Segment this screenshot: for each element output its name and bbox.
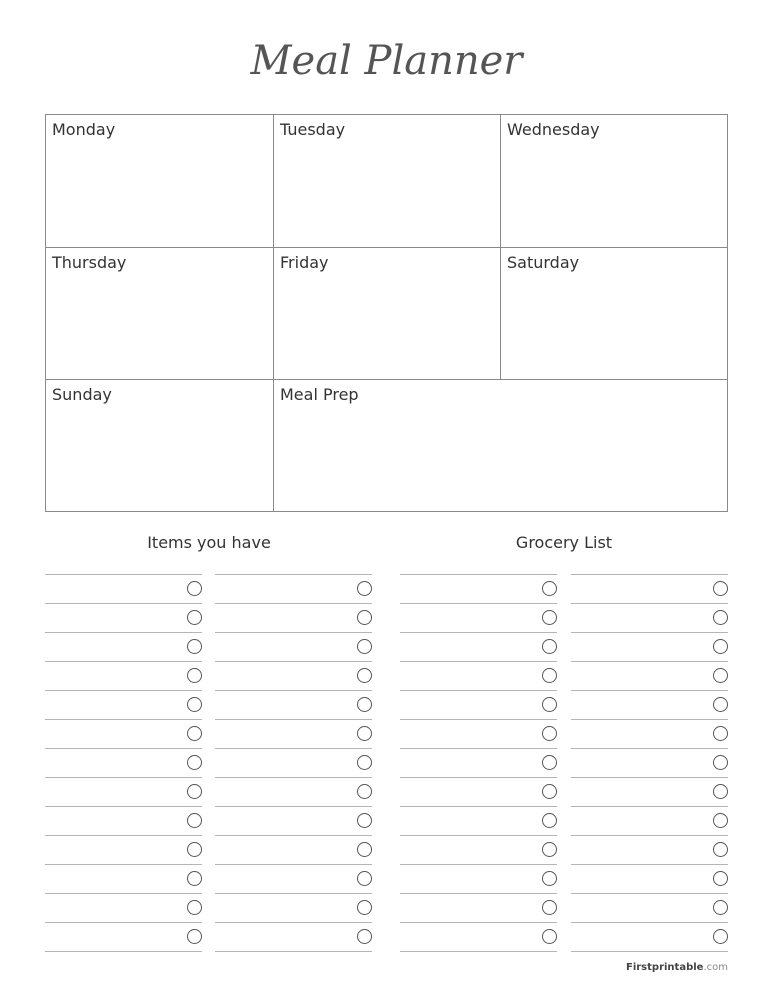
checklist-row[interactable] [215, 632, 372, 661]
checkbox-circle-icon[interactable] [187, 726, 202, 741]
checkbox-circle-icon[interactable] [713, 813, 728, 828]
items-you-have-column-1 [45, 574, 202, 952]
checkbox-circle-icon[interactable] [357, 871, 372, 886]
page-title: Meal Planner [250, 38, 523, 84]
checkbox-circle-icon[interactable] [357, 581, 372, 596]
checklist-row[interactable] [45, 835, 202, 864]
checklist-row[interactable] [215, 835, 372, 864]
checklist-row[interactable] [45, 574, 202, 603]
checkbox-circle-icon[interactable] [187, 813, 202, 828]
checkbox-circle-icon[interactable] [357, 610, 372, 625]
checklist-row[interactable] [45, 806, 202, 835]
checklist-row[interactable] [400, 835, 557, 864]
checkbox-circle-icon[interactable] [187, 755, 202, 770]
checkbox-circle-icon[interactable] [542, 871, 557, 886]
checklist-row[interactable] [45, 748, 202, 777]
checklist-row[interactable] [215, 777, 372, 806]
checkbox-circle-icon[interactable] [187, 581, 202, 596]
checklist-row[interactable] [571, 748, 728, 777]
checklist-row[interactable] [45, 603, 202, 632]
checklist-row[interactable] [215, 603, 372, 632]
checklist-row[interactable] [400, 748, 557, 777]
day-label: Wednesday [507, 120, 600, 139]
checkbox-circle-icon[interactable] [713, 697, 728, 712]
checkbox-circle-icon[interactable] [542, 813, 557, 828]
day-label: Monday [52, 120, 116, 139]
checklist-row[interactable] [400, 574, 557, 603]
day-label: Tuesday [280, 120, 346, 139]
footer-brand: Firstprintable [625, 962, 704, 973]
meal-prep-label: Meal Prep [280, 385, 359, 404]
grocery-list-heading: Grocery List [515, 533, 613, 552]
items-you-have-column-2 [215, 574, 372, 952]
checkbox-circle-icon[interactable] [357, 784, 372, 799]
checkbox-circle-icon[interactable] [542, 755, 557, 770]
day-cell-saturday[interactable] [501, 248, 727, 379]
day-cell-tuesday[interactable] [274, 115, 500, 247]
checklist-row[interactable] [400, 864, 557, 893]
checklist-row[interactable] [571, 632, 728, 661]
checklist-row[interactable] [215, 719, 372, 748]
checklist-row[interactable] [400, 777, 557, 806]
checkbox-circle-icon[interactable] [187, 697, 202, 712]
checklist-row[interactable] [571, 922, 728, 952]
checklist-row[interactable] [571, 661, 728, 690]
checklist-row[interactable] [571, 806, 728, 835]
checklist-row[interactable] [45, 922, 202, 952]
checkbox-circle-icon[interactable] [357, 900, 372, 915]
checklist-row[interactable] [215, 574, 372, 603]
checklist-row[interactable] [400, 922, 557, 952]
checkbox-circle-icon[interactable] [542, 668, 557, 683]
checklist-row[interactable] [215, 893, 372, 922]
checkbox-circle-icon[interactable] [713, 726, 728, 741]
day-label: Saturday [507, 253, 580, 272]
day-cell-sunday[interactable] [46, 380, 273, 511]
checkbox-circle-icon[interactable] [713, 755, 728, 770]
checkbox-circle-icon[interactable] [542, 900, 557, 915]
checkbox-circle-icon[interactable] [542, 639, 557, 654]
checkbox-circle-icon[interactable] [542, 726, 557, 741]
checkbox-circle-icon[interactable] [357, 639, 372, 654]
checkbox-circle-icon[interactable] [542, 581, 557, 596]
checklist-row[interactable] [400, 893, 557, 922]
checkbox-circle-icon[interactable] [713, 784, 728, 799]
meal-prep-cell[interactable] [274, 380, 727, 511]
checkbox-circle-icon[interactable] [187, 871, 202, 886]
day-cell-friday[interactable] [274, 248, 500, 379]
checklist-row[interactable] [400, 632, 557, 661]
checkbox-circle-icon[interactable] [357, 813, 372, 828]
checkbox-circle-icon[interactable] [713, 871, 728, 886]
checkbox-circle-icon[interactable] [187, 900, 202, 915]
checkbox-circle-icon[interactable] [542, 610, 557, 625]
checkbox-circle-icon[interactable] [542, 929, 557, 944]
checklist-row[interactable] [571, 835, 728, 864]
checklist-row[interactable] [571, 719, 728, 748]
footer-domain: .com [703, 962, 728, 973]
checklist-row[interactable] [400, 661, 557, 690]
checklist-row[interactable] [215, 864, 372, 893]
checkbox-circle-icon[interactable] [357, 755, 372, 770]
checklist-row[interactable] [571, 893, 728, 922]
checkbox-circle-icon[interactable] [713, 639, 728, 654]
checkbox-circle-icon[interactable] [357, 726, 372, 741]
checkbox-circle-icon[interactable] [187, 610, 202, 625]
checklist-row[interactable] [571, 777, 728, 806]
checkbox-circle-icon[interactable] [357, 697, 372, 712]
checkbox-circle-icon[interactable] [542, 784, 557, 799]
checklist-row[interactable] [571, 574, 728, 603]
checklist-row[interactable] [45, 719, 202, 748]
checklist-row[interactable] [400, 603, 557, 632]
checklist-row[interactable] [571, 690, 728, 719]
checkbox-circle-icon[interactable] [357, 929, 372, 944]
checklist-row[interactable] [215, 661, 372, 690]
checkbox-circle-icon[interactable] [187, 929, 202, 944]
checkbox-circle-icon[interactable] [713, 581, 728, 596]
checkbox-circle-icon[interactable] [357, 668, 372, 683]
checklist-row[interactable] [45, 690, 202, 719]
checkbox-circle-icon[interactable] [713, 668, 728, 683]
day-label: Friday [280, 253, 329, 272]
footer-watermark [626, 962, 728, 973]
checkbox-circle-icon[interactable] [187, 639, 202, 654]
grocery-list-column-2 [571, 574, 728, 952]
meal-grid [45, 114, 728, 512]
checkbox-circle-icon[interactable] [713, 900, 728, 915]
day-cell-wednesday[interactable] [501, 115, 727, 247]
checklist-row[interactable] [45, 777, 202, 806]
checklist-row[interactable] [45, 864, 202, 893]
day-label: Sunday [52, 385, 112, 404]
checklist-row[interactable] [571, 603, 728, 632]
checkbox-circle-icon[interactable] [542, 842, 557, 857]
checklist-row[interactable] [215, 922, 372, 952]
checkbox-circle-icon[interactable] [357, 842, 372, 857]
checkbox-circle-icon[interactable] [713, 929, 728, 944]
day-label: Thursday [52, 253, 127, 272]
day-cell-thursday[interactable] [46, 248, 273, 379]
checklist-row[interactable] [215, 748, 372, 777]
checklist-row[interactable] [45, 632, 202, 661]
checklist-row[interactable] [45, 893, 202, 922]
checklist-row[interactable] [400, 690, 557, 719]
checkbox-circle-icon[interactable] [713, 610, 728, 625]
checkbox-circle-icon[interactable] [713, 842, 728, 857]
checklist-row[interactable] [45, 661, 202, 690]
checklist-row[interactable] [215, 690, 372, 719]
checkbox-circle-icon[interactable] [542, 697, 557, 712]
checkbox-circle-icon[interactable] [187, 668, 202, 683]
day-cell-monday[interactable] [46, 115, 273, 247]
checklist-row[interactable] [215, 806, 372, 835]
grocery-list-column-1 [400, 574, 557, 952]
checkbox-circle-icon[interactable] [187, 842, 202, 857]
checklist-row[interactable] [571, 864, 728, 893]
items-you-have-heading: Items you have [147, 533, 271, 552]
checklist-row[interactable] [400, 806, 557, 835]
checkbox-circle-icon[interactable] [187, 784, 202, 799]
checklist-row[interactable] [400, 719, 557, 748]
